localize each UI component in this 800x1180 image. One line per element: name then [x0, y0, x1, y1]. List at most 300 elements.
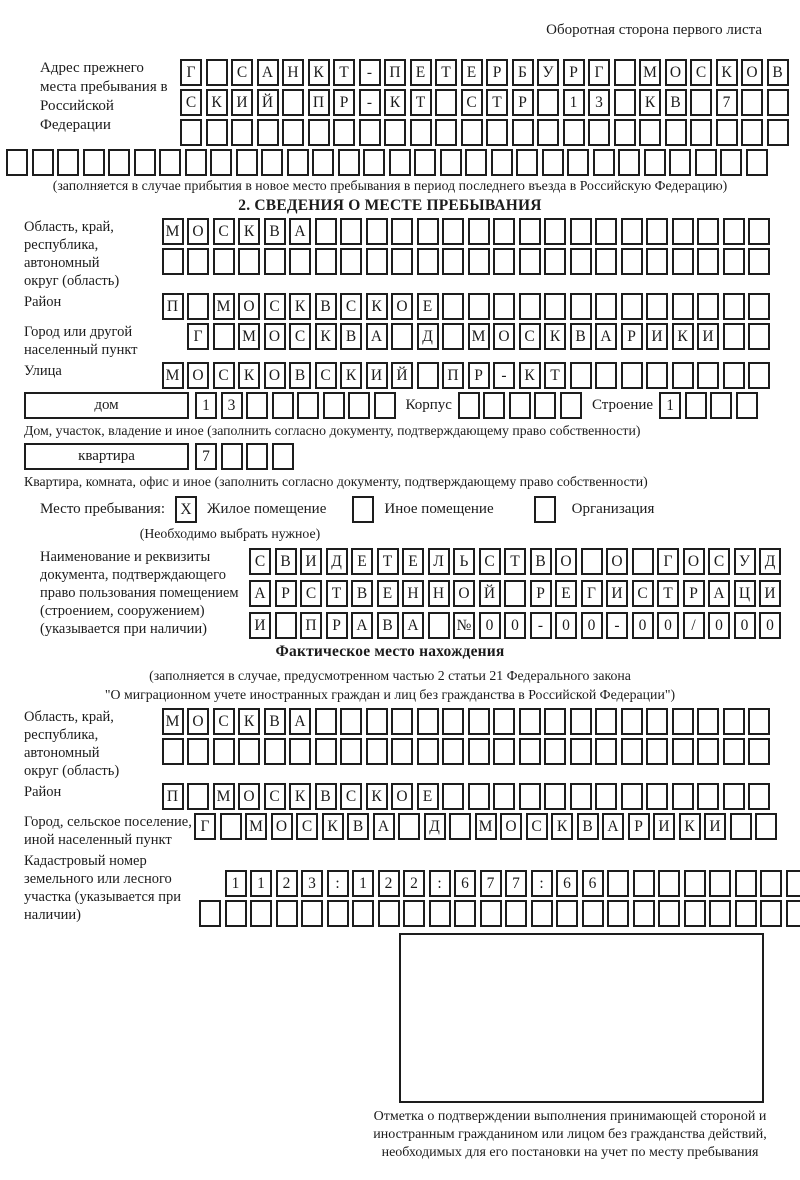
- char-box[interactable]: [595, 248, 617, 275]
- char-box[interactable]: В: [377, 612, 399, 639]
- char-box[interactable]: [312, 149, 334, 176]
- char-box[interactable]: 2: [276, 870, 298, 897]
- char-box[interactable]: Е: [402, 548, 424, 575]
- char-box[interactable]: [685, 392, 707, 419]
- char-box[interactable]: С: [708, 548, 730, 575]
- char-box[interactable]: Т: [435, 59, 457, 86]
- char-box[interactable]: [646, 218, 668, 245]
- char-box[interactable]: [760, 870, 782, 897]
- char-box[interactable]: [428, 612, 450, 639]
- char-box[interactable]: Д: [417, 323, 439, 350]
- char-box[interactable]: И: [231, 89, 253, 116]
- char-box[interactable]: [537, 119, 559, 146]
- char-box[interactable]: С: [249, 548, 271, 575]
- char-box[interactable]: [323, 392, 345, 419]
- char-box[interactable]: О: [187, 708, 209, 735]
- char-box[interactable]: О: [500, 813, 522, 840]
- char-box[interactable]: К: [366, 293, 388, 320]
- street-row[interactable]: [100, 362, 770, 389]
- char-box[interactable]: Л: [428, 548, 450, 575]
- char-box[interactable]: А: [708, 580, 730, 607]
- char-box[interactable]: [213, 738, 235, 765]
- char-box[interactable]: [582, 900, 604, 927]
- prev-address-row-1[interactable]: [180, 59, 789, 86]
- char-box[interactable]: [544, 783, 566, 810]
- char-box[interactable]: [621, 218, 643, 245]
- char-box[interactable]: [287, 149, 309, 176]
- char-box[interactable]: 1: [563, 89, 585, 116]
- char-box[interactable]: Й: [257, 89, 279, 116]
- char-box[interactable]: [417, 738, 439, 765]
- char-box[interactable]: [275, 612, 297, 639]
- char-box[interactable]: [621, 293, 643, 320]
- char-box[interactable]: [134, 149, 156, 176]
- char-box[interactable]: Ь: [453, 548, 475, 575]
- char-box[interactable]: В: [665, 89, 687, 116]
- char-box[interactable]: О: [264, 362, 286, 389]
- char-box[interactable]: 0: [479, 612, 501, 639]
- char-box[interactable]: [493, 293, 515, 320]
- char-box[interactable]: 1: [352, 870, 374, 897]
- char-box[interactable]: А: [602, 813, 624, 840]
- char-box[interactable]: М: [238, 323, 260, 350]
- char-box[interactable]: [442, 708, 464, 735]
- char-box[interactable]: [261, 149, 283, 176]
- char-box[interactable]: [556, 900, 578, 927]
- document-row-3[interactable]: [249, 612, 781, 639]
- char-box[interactable]: [185, 149, 207, 176]
- char-box[interactable]: С: [315, 362, 337, 389]
- char-box[interactable]: [493, 738, 515, 765]
- char-box[interactable]: [544, 248, 566, 275]
- char-box[interactable]: О: [264, 323, 286, 350]
- char-box[interactable]: Р: [563, 59, 585, 86]
- char-box[interactable]: [187, 248, 209, 275]
- char-box[interactable]: [697, 362, 719, 389]
- char-box[interactable]: :: [531, 870, 553, 897]
- char-box[interactable]: [669, 149, 691, 176]
- char-box[interactable]: [468, 293, 490, 320]
- district-row[interactable]: [106, 293, 770, 320]
- char-box[interactable]: [570, 783, 592, 810]
- char-box[interactable]: [493, 708, 515, 735]
- char-box[interactable]: [519, 218, 541, 245]
- char-box[interactable]: К: [544, 323, 566, 350]
- char-box[interactable]: 3: [588, 89, 610, 116]
- char-box[interactable]: [468, 218, 490, 245]
- char-box[interactable]: Р: [683, 580, 705, 607]
- char-box[interactable]: [658, 900, 680, 927]
- char-box[interactable]: [730, 813, 752, 840]
- char-box[interactable]: Е: [351, 548, 373, 575]
- char-box[interactable]: И: [249, 612, 271, 639]
- char-box[interactable]: [417, 362, 439, 389]
- char-box[interactable]: 6: [582, 870, 604, 897]
- char-box[interactable]: А: [366, 323, 388, 350]
- char-box[interactable]: И: [606, 580, 628, 607]
- char-box[interactable]: С: [340, 293, 362, 320]
- char-box[interactable]: К: [519, 362, 541, 389]
- char-box[interactable]: [595, 738, 617, 765]
- char-box[interactable]: 7: [480, 870, 502, 897]
- char-box[interactable]: П: [384, 59, 406, 86]
- char-box[interactable]: [352, 900, 374, 927]
- char-box[interactable]: [633, 870, 655, 897]
- char-box[interactable]: М: [162, 218, 184, 245]
- char-box[interactable]: [646, 293, 668, 320]
- char-box[interactable]: [449, 813, 471, 840]
- char-box[interactable]: [709, 870, 731, 897]
- region-row-1[interactable]: [136, 218, 770, 245]
- actual-district-row[interactable]: [106, 783, 770, 810]
- checkbox-residential[interactable]: X: [175, 496, 197, 523]
- char-box[interactable]: [646, 738, 668, 765]
- char-box[interactable]: [519, 248, 541, 275]
- char-box[interactable]: М: [162, 708, 184, 735]
- char-box[interactable]: [348, 392, 370, 419]
- char-box[interactable]: [560, 392, 582, 419]
- char-box[interactable]: [595, 783, 617, 810]
- char-box[interactable]: К: [679, 813, 701, 840]
- char-box[interactable]: [672, 218, 694, 245]
- char-box[interactable]: С: [213, 708, 235, 735]
- char-box[interactable]: [442, 738, 464, 765]
- char-box[interactable]: [297, 392, 319, 419]
- char-box[interactable]: А: [257, 59, 279, 86]
- char-box[interactable]: С: [479, 548, 501, 575]
- char-box[interactable]: [614, 119, 636, 146]
- char-box[interactable]: К: [289, 293, 311, 320]
- document-row-2[interactable]: [249, 580, 781, 607]
- char-box[interactable]: 0: [657, 612, 679, 639]
- char-box[interactable]: [213, 323, 235, 350]
- char-box[interactable]: [684, 870, 706, 897]
- corpus-boxes[interactable]: [458, 392, 582, 419]
- char-box[interactable]: А: [289, 218, 311, 245]
- char-box[interactable]: [32, 149, 54, 176]
- char-box[interactable]: -: [530, 612, 552, 639]
- char-box[interactable]: 3: [221, 392, 243, 419]
- prev-address-row-4[interactable]: [6, 149, 770, 176]
- char-box[interactable]: Г: [187, 323, 209, 350]
- char-box[interactable]: [672, 362, 694, 389]
- char-box[interactable]: В: [351, 580, 373, 607]
- char-box[interactable]: [276, 900, 298, 927]
- char-box[interactable]: [723, 248, 745, 275]
- char-box[interactable]: [315, 738, 337, 765]
- char-box[interactable]: С: [264, 293, 286, 320]
- char-box[interactable]: 0: [581, 612, 603, 639]
- char-box[interactable]: Т: [410, 89, 432, 116]
- char-box[interactable]: [454, 900, 476, 927]
- char-box[interactable]: Н: [402, 580, 424, 607]
- char-box[interactable]: -: [493, 362, 515, 389]
- char-box[interactable]: А: [289, 708, 311, 735]
- char-box[interactable]: [697, 708, 719, 735]
- actual-city-row[interactable]: [194, 813, 777, 840]
- char-box[interactable]: [621, 248, 643, 275]
- char-box[interactable]: [607, 900, 629, 927]
- char-box[interactable]: 1: [225, 870, 247, 897]
- char-box[interactable]: [723, 783, 745, 810]
- char-box[interactable]: [389, 149, 411, 176]
- char-box[interactable]: [595, 218, 617, 245]
- char-box[interactable]: [327, 900, 349, 927]
- char-box[interactable]: С: [180, 89, 202, 116]
- char-box[interactable]: В: [264, 218, 286, 245]
- char-box[interactable]: [417, 218, 439, 245]
- city-row[interactable]: [174, 323, 770, 350]
- char-box[interactable]: [746, 149, 768, 176]
- char-box[interactable]: [710, 392, 732, 419]
- char-box[interactable]: [410, 119, 432, 146]
- char-box[interactable]: [199, 900, 221, 927]
- char-box[interactable]: :: [327, 870, 349, 897]
- char-box[interactable]: [516, 149, 538, 176]
- char-box[interactable]: [621, 362, 643, 389]
- char-box[interactable]: [391, 323, 413, 350]
- char-box[interactable]: [289, 738, 311, 765]
- char-box[interactable]: [658, 870, 680, 897]
- char-box[interactable]: [301, 900, 323, 927]
- char-box[interactable]: О: [187, 218, 209, 245]
- char-box[interactable]: Е: [417, 293, 439, 320]
- char-box[interactable]: [282, 89, 304, 116]
- char-box[interactable]: [633, 900, 655, 927]
- char-box[interactable]: [755, 813, 777, 840]
- char-box[interactable]: У: [537, 59, 559, 86]
- char-box[interactable]: 7: [195, 443, 217, 470]
- char-box[interactable]: [748, 248, 770, 275]
- char-box[interactable]: Г: [180, 59, 202, 86]
- char-box[interactable]: 6: [556, 870, 578, 897]
- char-box[interactable]: 0: [759, 612, 781, 639]
- char-box[interactable]: В: [289, 362, 311, 389]
- char-box[interactable]: [709, 900, 731, 927]
- char-box[interactable]: В: [275, 548, 297, 575]
- char-box[interactable]: [246, 443, 268, 470]
- char-box[interactable]: [531, 900, 553, 927]
- char-box[interactable]: С: [632, 580, 654, 607]
- char-box[interactable]: А: [249, 580, 271, 607]
- char-box[interactable]: [366, 738, 388, 765]
- char-box[interactable]: [684, 900, 706, 927]
- char-box[interactable]: [741, 119, 763, 146]
- char-box[interactable]: [366, 218, 388, 245]
- char-box[interactable]: Г: [581, 580, 603, 607]
- char-box[interactable]: [442, 293, 464, 320]
- char-box[interactable]: [697, 783, 719, 810]
- char-box[interactable]: П: [162, 783, 184, 810]
- char-box[interactable]: [786, 870, 800, 897]
- char-box[interactable]: -: [606, 612, 628, 639]
- char-box[interactable]: [542, 149, 564, 176]
- char-box[interactable]: [723, 218, 745, 245]
- char-box[interactable]: И: [300, 548, 322, 575]
- char-box[interactable]: М: [245, 813, 267, 840]
- char-box[interactable]: [672, 293, 694, 320]
- char-box[interactable]: [442, 218, 464, 245]
- char-box[interactable]: [632, 548, 654, 575]
- char-box[interactable]: [509, 392, 531, 419]
- char-box[interactable]: [315, 218, 337, 245]
- char-box[interactable]: №: [453, 612, 475, 639]
- char-box[interactable]: С: [519, 323, 541, 350]
- char-box[interactable]: [720, 149, 742, 176]
- char-box[interactable]: В: [530, 548, 552, 575]
- checkbox-other-premises[interactable]: [352, 496, 374, 523]
- char-box[interactable]: [315, 708, 337, 735]
- char-box[interactable]: [206, 119, 228, 146]
- prev-address-row-2[interactable]: [180, 89, 789, 116]
- char-box[interactable]: К: [639, 89, 661, 116]
- char-box[interactable]: [621, 708, 643, 735]
- char-box[interactable]: [333, 119, 355, 146]
- char-box[interactable]: С: [690, 59, 712, 86]
- char-box[interactable]: [187, 783, 209, 810]
- char-box[interactable]: Т: [377, 548, 399, 575]
- char-box[interactable]: [220, 813, 242, 840]
- char-box[interactable]: К: [238, 362, 260, 389]
- cadastre-row-2[interactable]: [199, 900, 800, 927]
- char-box[interactable]: И: [704, 813, 726, 840]
- char-box[interactable]: [646, 248, 668, 275]
- char-box[interactable]: [468, 708, 490, 735]
- char-box[interactable]: [512, 119, 534, 146]
- char-box[interactable]: [690, 89, 712, 116]
- char-box[interactable]: К: [384, 89, 406, 116]
- char-box[interactable]: Т: [326, 580, 348, 607]
- char-box[interactable]: А: [402, 612, 424, 639]
- char-box[interactable]: [159, 149, 181, 176]
- char-box[interactable]: [363, 149, 385, 176]
- char-box[interactable]: Е: [417, 783, 439, 810]
- char-box[interactable]: К: [551, 813, 573, 840]
- char-box[interactable]: Р: [512, 89, 534, 116]
- char-box[interactable]: К: [672, 323, 694, 350]
- char-box[interactable]: [735, 900, 757, 927]
- char-box[interactable]: В: [315, 783, 337, 810]
- char-box[interactable]: [378, 900, 400, 927]
- char-box[interactable]: 2: [378, 870, 400, 897]
- house-number-boxes[interactable]: [195, 392, 396, 419]
- char-box[interactable]: К: [238, 218, 260, 245]
- char-box[interactable]: [723, 738, 745, 765]
- char-box[interactable]: 3: [301, 870, 323, 897]
- char-box[interactable]: [435, 89, 457, 116]
- char-box[interactable]: В: [570, 323, 592, 350]
- char-box[interactable]: О: [665, 59, 687, 86]
- char-box[interactable]: [646, 362, 668, 389]
- char-box[interactable]: [210, 149, 232, 176]
- char-box[interactable]: У: [734, 548, 756, 575]
- char-box[interactable]: [187, 738, 209, 765]
- char-box[interactable]: [493, 783, 515, 810]
- char-box[interactable]: О: [238, 783, 260, 810]
- char-box[interactable]: [403, 900, 425, 927]
- char-box[interactable]: В: [347, 813, 369, 840]
- char-box[interactable]: О: [453, 580, 475, 607]
- char-box[interactable]: [544, 293, 566, 320]
- document-row-1[interactable]: [249, 548, 781, 575]
- char-box[interactable]: О: [683, 548, 705, 575]
- char-box[interactable]: [748, 293, 770, 320]
- char-box[interactable]: [272, 392, 294, 419]
- actual-region-row-2[interactable]: [136, 738, 770, 765]
- char-box[interactable]: Е: [410, 59, 432, 86]
- char-box[interactable]: [767, 89, 789, 116]
- char-box[interactable]: Р: [333, 89, 355, 116]
- char-box[interactable]: Б: [512, 59, 534, 86]
- char-box[interactable]: Т: [657, 580, 679, 607]
- actual-region-row-1[interactable]: [136, 708, 770, 735]
- char-box[interactable]: [723, 293, 745, 320]
- char-box[interactable]: М: [475, 813, 497, 840]
- char-box[interactable]: С: [461, 89, 483, 116]
- char-box[interactable]: [621, 738, 643, 765]
- char-box[interactable]: Н: [428, 580, 450, 607]
- char-box[interactable]: /: [683, 612, 705, 639]
- char-box[interactable]: [748, 783, 770, 810]
- char-box[interactable]: [398, 813, 420, 840]
- char-box[interactable]: [374, 392, 396, 419]
- char-box[interactable]: О: [555, 548, 577, 575]
- char-box[interactable]: Р: [468, 362, 490, 389]
- char-box[interactable]: [315, 248, 337, 275]
- char-box[interactable]: Т: [504, 548, 526, 575]
- char-box[interactable]: 0: [504, 612, 526, 639]
- char-box[interactable]: Н: [282, 59, 304, 86]
- char-box[interactable]: О: [741, 59, 763, 86]
- char-box[interactable]: И: [366, 362, 388, 389]
- char-box[interactable]: [614, 89, 636, 116]
- char-box[interactable]: Р: [275, 580, 297, 607]
- char-box[interactable]: Р: [621, 323, 643, 350]
- char-box[interactable]: 1: [195, 392, 217, 419]
- char-box[interactable]: [748, 708, 770, 735]
- char-box[interactable]: [504, 580, 526, 607]
- char-box[interactable]: Е: [377, 580, 399, 607]
- char-box[interactable]: [468, 738, 490, 765]
- char-box[interactable]: [282, 119, 304, 146]
- char-box[interactable]: [672, 783, 694, 810]
- char-box[interactable]: Г: [194, 813, 216, 840]
- char-box[interactable]: [442, 323, 464, 350]
- char-box[interactable]: [359, 119, 381, 146]
- char-box[interactable]: [646, 783, 668, 810]
- char-box[interactable]: [491, 149, 513, 176]
- char-box[interactable]: [748, 738, 770, 765]
- char-box[interactable]: [748, 218, 770, 245]
- char-box[interactable]: С: [296, 813, 318, 840]
- char-box[interactable]: С: [340, 783, 362, 810]
- char-box[interactable]: [206, 59, 228, 86]
- char-box[interactable]: [236, 149, 258, 176]
- char-box[interactable]: [639, 119, 661, 146]
- char-box[interactable]: Т: [486, 89, 508, 116]
- char-box[interactable]: 7: [505, 870, 527, 897]
- char-box[interactable]: [735, 870, 757, 897]
- char-box[interactable]: [595, 708, 617, 735]
- char-box[interactable]: [716, 119, 738, 146]
- char-box[interactable]: Р: [628, 813, 650, 840]
- char-box[interactable]: 0: [734, 612, 756, 639]
- char-box[interactable]: [697, 738, 719, 765]
- char-box[interactable]: [736, 392, 758, 419]
- char-box[interactable]: [384, 119, 406, 146]
- char-box[interactable]: А: [351, 612, 373, 639]
- char-box[interactable]: Й: [479, 580, 501, 607]
